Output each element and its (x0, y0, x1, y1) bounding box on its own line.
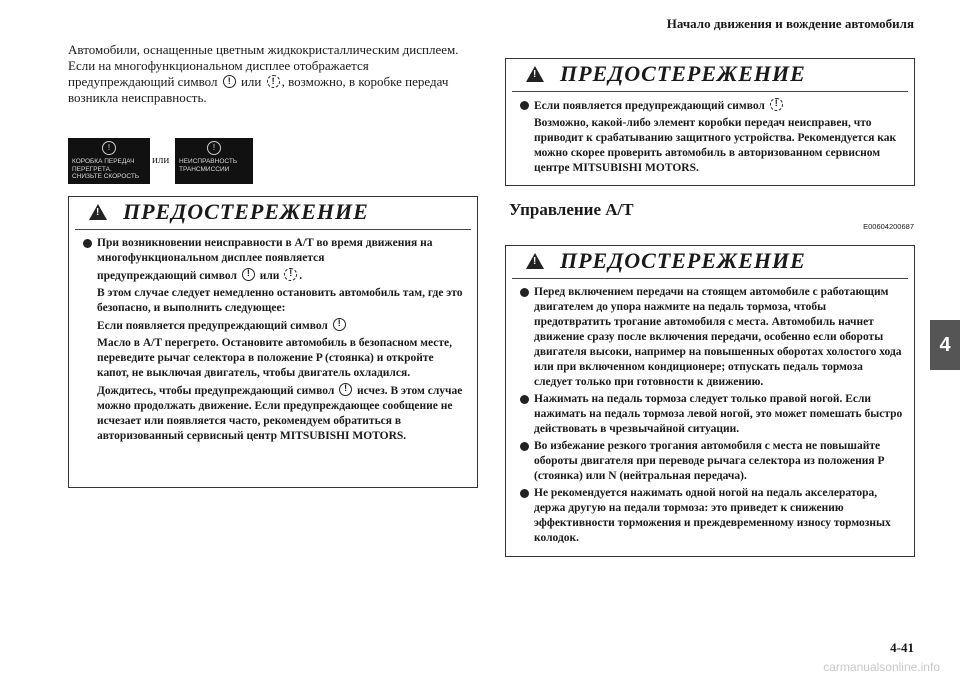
warning-bullet (534, 439, 904, 484)
transmission-warning-icon (223, 75, 236, 88)
display-text-line: СНИЗЬТЕ СКОРОСТЬ (72, 173, 140, 180)
warning-text: В этом случае следует немедленно остановить автомобиль там, где это безопасно, и выполнить следующее: (97, 287, 463, 314)
display-fault-image (175, 138, 253, 184)
display-gear-icon: ! (102, 141, 116, 155)
transmission-warning-icon (242, 268, 255, 281)
warning-title: ПРЕДОСТЕРЕЖЕНИЕ (560, 61, 806, 86)
page-header-title: Начало движения и вождение автомобиля (666, 16, 914, 31)
warning-title: ПРЕДОСТЕРЕЖЕНИЕ (560, 248, 806, 273)
warning-text: исчез. В этом случае можно продолжать движение. Если предупреждающее сообщение не исчезает или появляется часто, рекомендуем обратиться в авторизованный сервисный центр MITSUBISHI MOTORS. (97, 385, 463, 442)
display-text-line: ТРАНСМИССИИ (179, 165, 230, 173)
bullet-icon (520, 395, 529, 404)
warning-box-2 (505, 58, 915, 186)
chapter-tab: 4 (930, 320, 960, 370)
warning-text: Если появляется предупреждающий символ (534, 100, 765, 112)
intro-line2a: Если на многофункциональном дисплее отображается предупреждающий символ (68, 58, 369, 89)
warning-body (69, 230, 477, 452)
bullet-icon (520, 288, 529, 297)
warning-text: Дождитесь, чтобы предупреждающий символ (97, 385, 335, 397)
warning-text: Во избежание резкого трогания автомобиля с места не повышайте обороты двигателя при переводе рычага селектора из положения P (стоянка) или N (нейтральная передача). (534, 440, 884, 482)
display-text-line: ПЕРЕГРЕТА. (72, 165, 112, 173)
transmission-warning-icon (333, 318, 346, 331)
bullet-icon (520, 101, 529, 110)
section-title: Управление A/T (509, 200, 634, 219)
watermark: carmanualsonline.info (823, 660, 940, 674)
warning-paragraph: предупреждающий символ ! или ! . (97, 268, 467, 284)
warning-text: При возникновении неисправности в A/T во время движения на многофункциональном дисплее появляется (97, 237, 433, 264)
display-text-line: КОРОБКА ПЕРЕДАЧ (72, 158, 135, 165)
display-overheat-image (68, 138, 150, 184)
bullet-icon (520, 442, 529, 451)
warning-body (506, 279, 914, 554)
display-text-line: НЕИСПРАВНОСТЬ (179, 158, 238, 165)
warning-header (512, 59, 908, 92)
transmission-fault-icon (267, 75, 280, 88)
display-gear-icon: ! (207, 141, 221, 155)
intro-line2b: , возможно, в коробке передач возникла неисправность. (68, 74, 449, 105)
warning-bullet (534, 486, 904, 546)
display-or-label: или (152, 154, 170, 166)
intro-text (68, 42, 478, 106)
warning-text: Возможно, какой-либо элемент коробки передач неисправен, что приводит к срабатыванию защитного устройства. Рекомендуется как можно скорее проверить автомобиль в авторизованном сервисном центре MITSUBISHI MOTORS. (534, 117, 897, 174)
warning-body (506, 92, 914, 184)
bullet-icon (83, 239, 92, 248)
intro-or: или (240, 74, 262, 89)
warning-text: Если появляется предупреждающий символ (97, 320, 328, 332)
intro-line1: Автомобили, оснащенные цветным жидкокристаллическим дисплеем. (68, 42, 459, 57)
warning-paragraph (97, 286, 467, 316)
warning-box-1 (68, 196, 478, 488)
transmission-warning-icon (339, 383, 352, 396)
warning-title: ПРЕДОСТЕРЕЖЕНИЕ (123, 199, 369, 224)
transmission-fault-icon (770, 98, 783, 111)
page-number: 4-41 (890, 640, 914, 655)
warning-paragraph (97, 318, 467, 334)
warning-text: Перед включением передачи на стоящем автомобиле с работающим двигателем до упора нажмите на педаль тормоза, чтобы предотвратить трогание автомобиля с места. Автомобиль начнет движение сразу после включения передачи, особенно если обороты двигателя высоки, например на повышенных оборотах холостого хода или при включенном кондиционере; отпускать педаль тормоза следует только при готовности к движению. (534, 286, 902, 388)
warning-bullet (534, 285, 904, 390)
warning-paragraph (97, 336, 467, 381)
warning-paragraph (534, 116, 904, 176)
bullet-icon (520, 489, 529, 498)
warning-header (75, 197, 471, 230)
warning-text: Нажимать на педаль тормоза следует только правой ногой. Если нажимать на педаль тормоза левой ногой, это может помешать быстро действовать в чрезвычайной ситуации. (534, 393, 903, 435)
warning-bullet (534, 392, 904, 437)
warning-text: предупреждающий символ (97, 270, 237, 282)
warning-paragraph (97, 236, 467, 266)
warning-paragraph (534, 98, 904, 114)
warning-paragraph (97, 383, 467, 444)
warning-text: или (259, 270, 280, 282)
transmission-fault-icon (284, 268, 297, 281)
warning-triangle-icon (526, 66, 544, 82)
warning-triangle-icon (526, 253, 544, 269)
warning-text: Масло в A/T перегрето. Остановите автомобиль в безопасном месте, переведите рычаг селектора в положение P (стоянка) и откройте капот, не выключая двигатель, чтобы двигатель охладился. (97, 337, 452, 379)
warning-header (512, 246, 908, 279)
section-code: E00604200687 (863, 222, 914, 231)
warning-text: Не рекомендуется нажимать одной ногой на педаль акселератора, держа другую на педали тормоза: это приведет к снижению эффективности торможения и преждевременному износу тормозных колодок. (534, 487, 891, 544)
warning-box-3 (505, 245, 915, 557)
warning-triangle-icon (89, 204, 107, 220)
